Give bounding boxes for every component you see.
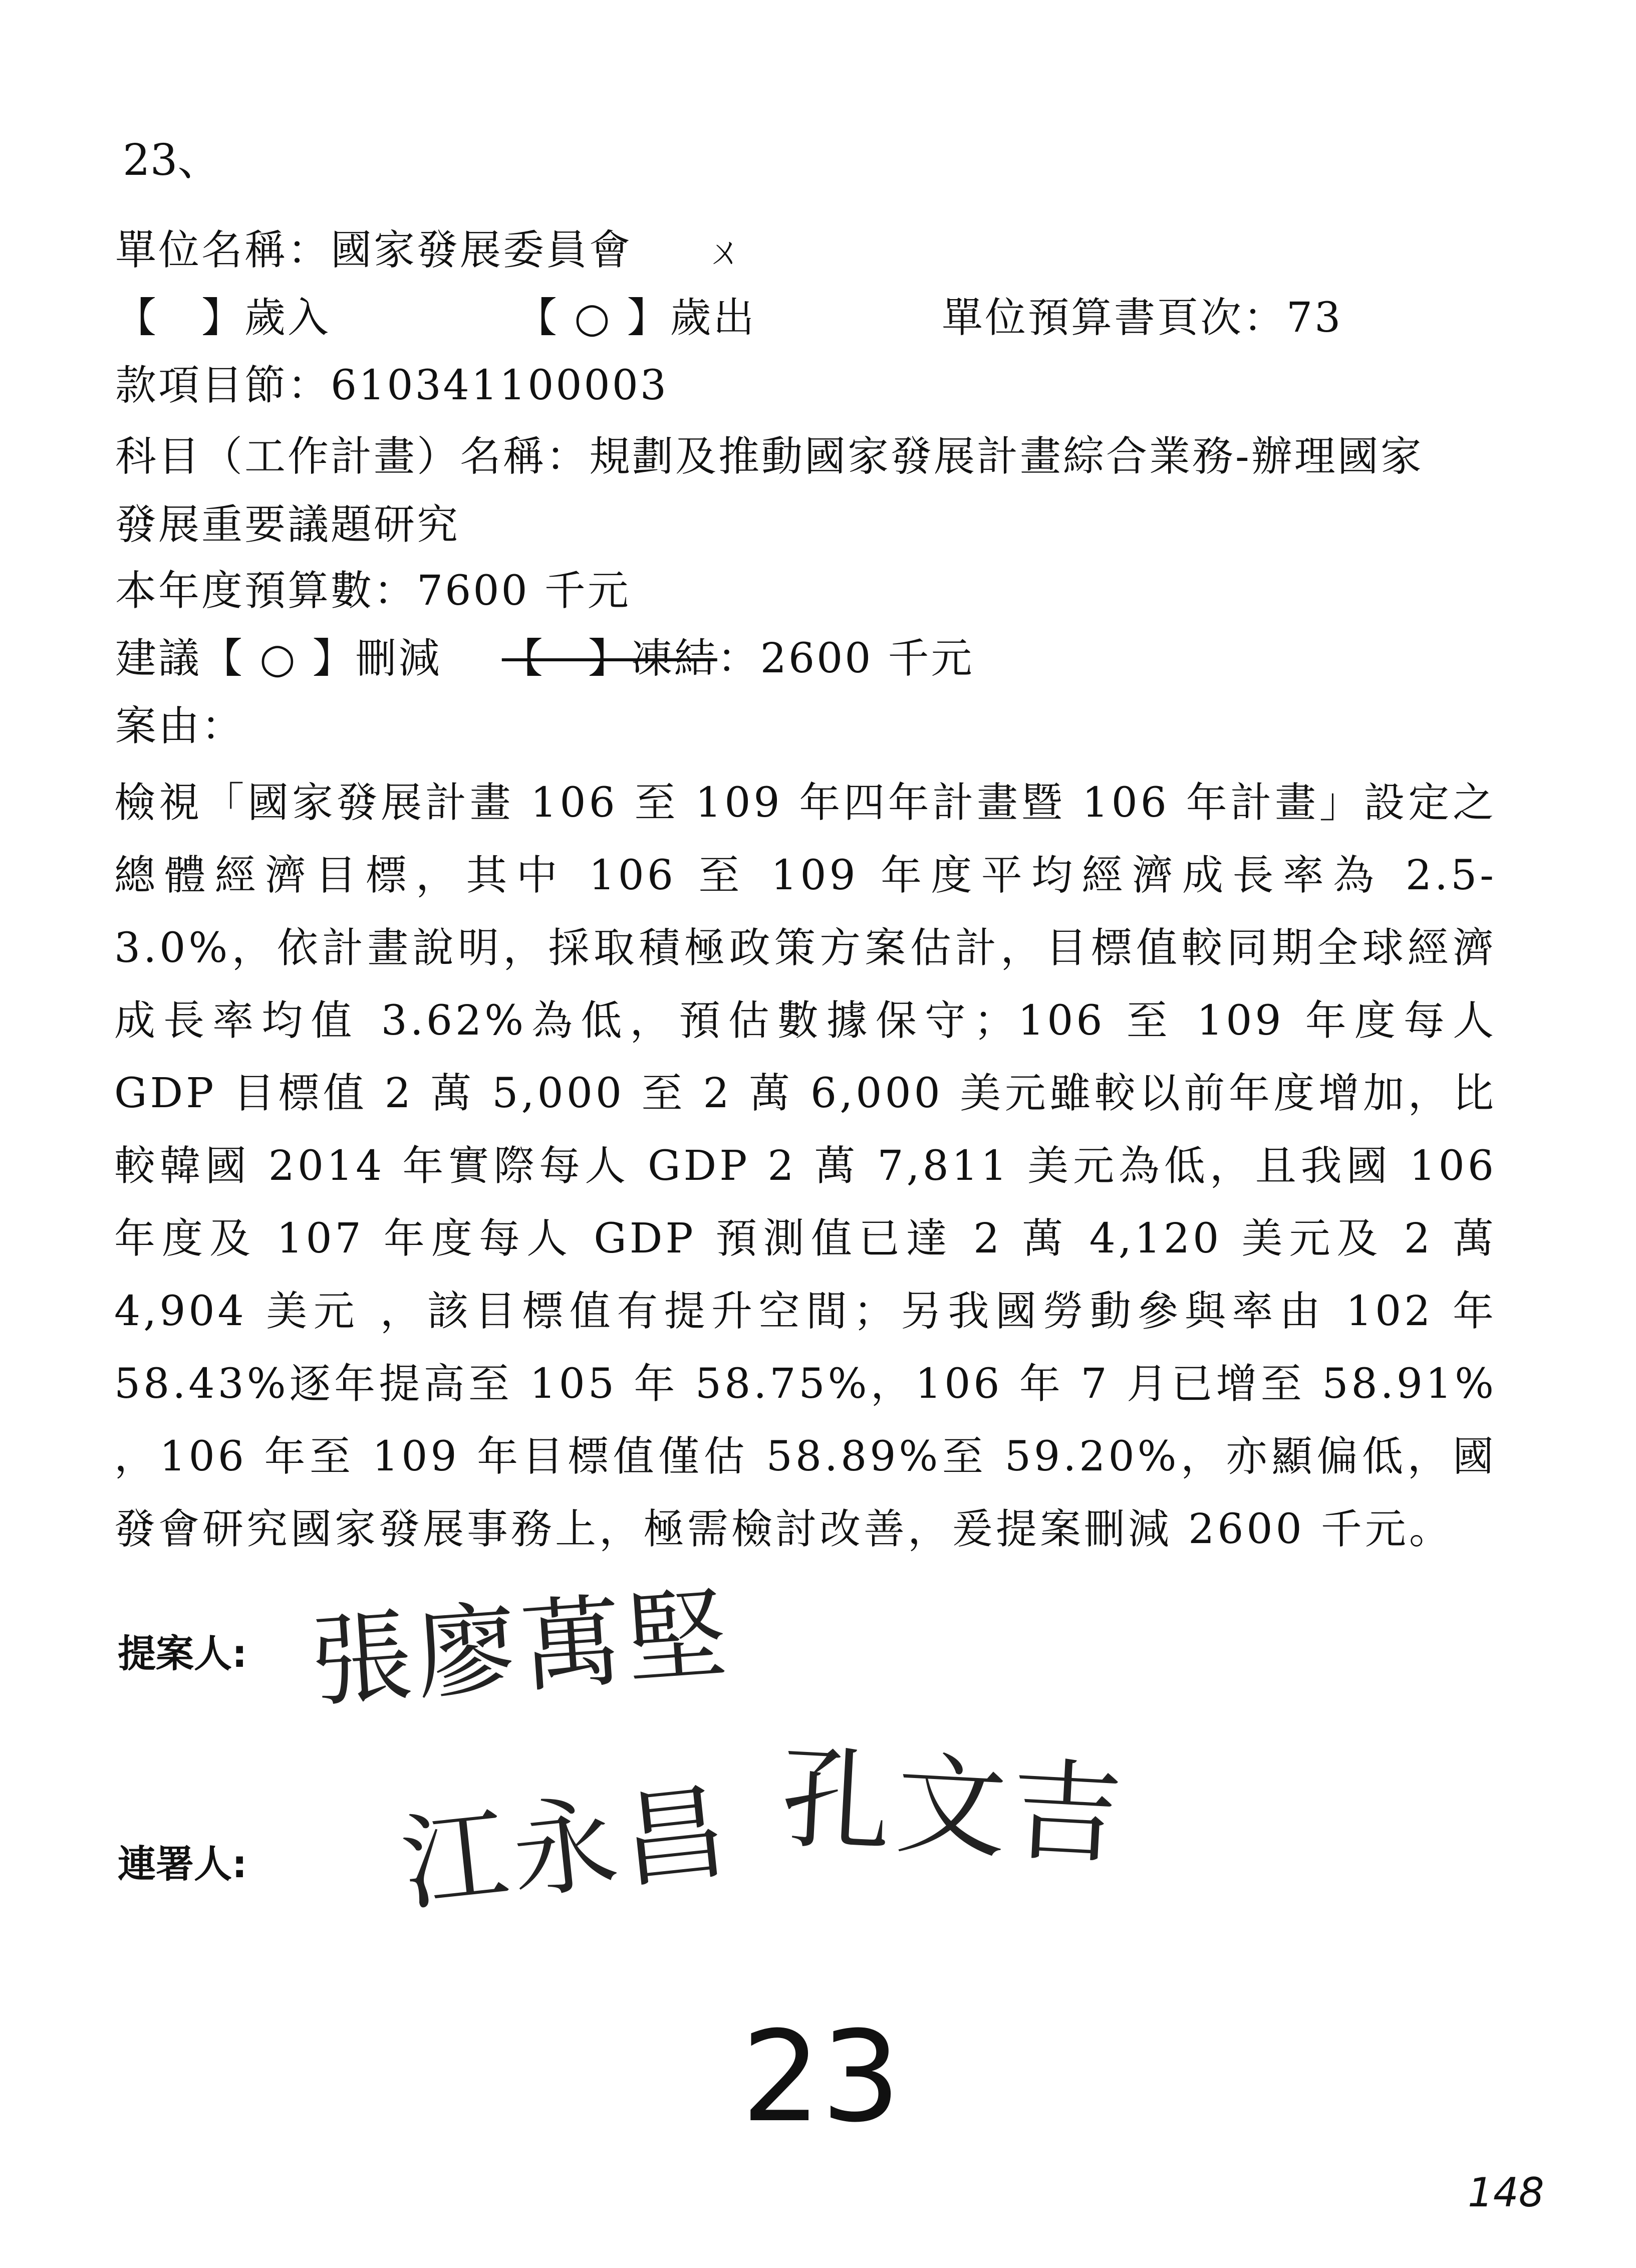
subject-name-line1: 科目（工作計畫）名稱：規劃及推動國家發展計畫綜合業務-辦理國家: [115, 433, 1424, 480]
budget-page-ref: 單位預算書頁次：73: [942, 294, 1343, 342]
budget-amount: 本年度預算數：7600 千元: [115, 567, 631, 615]
cosigner-label: 連署人:: [118, 1842, 247, 1886]
suggest-freeze-struck: 【 】凍結: [501, 635, 717, 682]
handwritten-page-number: 23: [741, 2004, 901, 2150]
unit-name: [115, 225, 744, 277]
unit-name-text: 單位名稱：國家發展委員會: [115, 226, 633, 274]
account-code: 款項目節：610341100003: [115, 362, 669, 409]
unit-mark: ㄨ: [707, 231, 745, 273]
proposer-label: 提案人:: [118, 1631, 247, 1676]
folio-number: 148: [1468, 2169, 1544, 2216]
subject-name-line2: 發展重要議題研究: [115, 501, 460, 549]
reason-body: 檢視「國家發展計畫 106 至 109 年四年計畫暨 106 年計畫」設定之總體經濟目標，其中 106 至 109 年度平均經濟成長率為 2.5-3.0%，依計畫說明，採取積極政策方案估計，目標值較同期全球經濟成長率均值 3.62%為低，預估數據保守；106 至 109 年度每人 GDP 目標值 2 萬 5,000 至 2 萬 6,000 美元雖較以前年度增加，比較韓國 2014 年實際每人 GDP 2 萬 7,811 美元為低，且我國 106 年度及 107 年度每人 GDP 預測值已達 2 萬 4,120 美元及 2 萬 4,904 美元 ，該目標值有提升空間；另我國勞動參與率由 102 年 58.43%逐年提高至 105 年 58.75%，106 年 7 月已增至 58.91% ，106 年至 109 年目標值僅估 58.89%至 59.20%，亦顯偏低，國發會研究國家發展事務上，極需檢討改善，爰提案刪減 2600 千元。: [114, 779, 1497, 1553]
cosigner-signature-2: 孔文吉: [777, 1734, 1130, 1880]
suggest-amount: ：2600 千元: [717, 635, 974, 682]
proposer-signature: 張廖萬堅: [308, 1575, 736, 1721]
budget-type-row: [0, 293, 1636, 343]
suggestion-row: [115, 634, 974, 684]
item-number: 23、: [123, 135, 221, 185]
reason-label: 案由：: [115, 702, 245, 750]
expenditure-label: 【 ○ 】歲出: [516, 294, 756, 342]
cosigner-signature-1: 江永昌: [396, 1770, 738, 1926]
suggest-reduce: 建議【 ○ 】刪減: [115, 635, 442, 682]
revenue-label: 【 】歲入: [115, 294, 331, 342]
